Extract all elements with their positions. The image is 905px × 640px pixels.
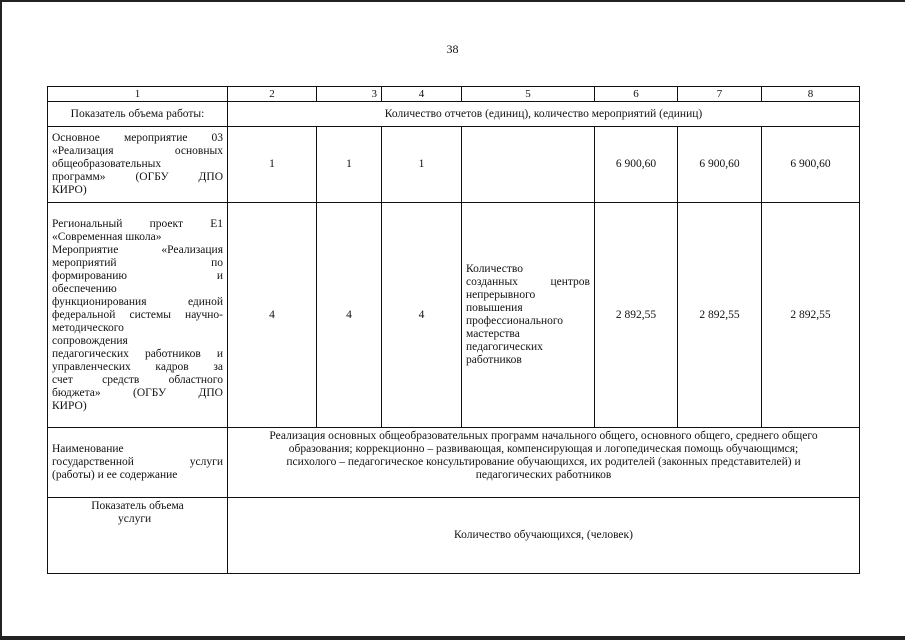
column-number-4: 4	[382, 87, 462, 102]
regional-project-col8: 2 892,55	[762, 203, 860, 428]
regional-project-line: Региональный проект Е1	[52, 217, 223, 230]
regional-project-col5-line: созданных центров	[466, 276, 590, 288]
service-name-value-line: психолого – педагогическое консультирование обучающихся, их родителей (законных представителей) и	[286, 456, 801, 468]
regional-project-line: управленческих кадров за	[52, 360, 223, 373]
main-event-line: «Реализация основных	[52, 145, 223, 157]
column-number-row	[48, 87, 860, 102]
regional-project-col5-line: педагогических	[466, 341, 543, 353]
regional-project-line: «Современная школа»	[52, 230, 162, 243]
service-name-value-line: Реализация основных общеобразовательных программ начального общего, основного общего, среднего общего	[269, 430, 818, 442]
regional-project-line: методического	[52, 321, 124, 334]
indicator-label: Показатель объема работы:	[48, 102, 228, 127]
column-number-1: 1	[48, 87, 228, 102]
service-indicator-label	[48, 498, 228, 574]
regional-project-line: формированию и	[52, 269, 223, 282]
service-name-label-line: Наименование	[52, 443, 124, 455]
regional-project-col7: 2 892,55	[678, 203, 762, 428]
main-event-line: Основное мероприятие 03	[52, 132, 223, 144]
regional-project-col5-line: мастерства	[466, 328, 520, 340]
service-indicator-label-line: Показатель объема	[91, 500, 184, 512]
regional-project-col5-line: повышения	[466, 302, 523, 314]
service-name-value-line: педагогических работников	[475, 469, 612, 481]
regional-project-col3: 4	[317, 203, 382, 428]
indicator-value: Количество отчетов (единиц), количество мероприятий (единиц)	[228, 102, 860, 127]
regional-project-col4: 4	[382, 203, 462, 428]
column-number-7: 7	[678, 87, 762, 102]
main-event-line: общеобразовательных	[52, 158, 162, 170]
regional-project-line: федеральной системы научно-	[52, 308, 223, 321]
regional-project-col6: 2 892,55	[595, 203, 678, 428]
service-name-value-line: образования; коррекционно – развивающая, компенсирующая и логопедическая помощь обучающимся;	[288, 443, 799, 455]
main-event-col7: 6 900,60	[678, 127, 762, 203]
regional-project-line: педагогических работников и	[52, 347, 223, 360]
regional-project-line: Мероприятие «Реализация	[52, 243, 223, 256]
report-table	[47, 86, 860, 574]
column-number-5: 5	[462, 87, 595, 102]
main-event-row	[48, 127, 860, 203]
service-indicator-row	[48, 498, 860, 574]
page-number: 38	[446, 42, 459, 56]
regional-project-col5	[462, 203, 595, 428]
regional-project-col5-line: профессионального	[466, 315, 564, 327]
scan-edge-top	[0, 0, 905, 2]
regional-project-line: счет средств областного	[52, 373, 223, 386]
regional-project-line: КИРО)	[52, 399, 87, 412]
main-event-line: программ» (ОГБУ ДПО	[52, 171, 223, 183]
service-name-label-line: государственной услуги	[52, 456, 223, 468]
main-event-col6: 6 900,60	[595, 127, 678, 203]
main-event-col5	[462, 127, 595, 203]
regional-project-col2: 4	[228, 203, 317, 428]
regional-project-line: функционирования единой	[52, 295, 223, 308]
regional-project-description	[48, 203, 228, 428]
regional-project-line: бюджета» (ОГБУ ДПО	[52, 386, 223, 399]
regional-project-col5-line: непрерывного	[466, 289, 536, 301]
scan-edge-left	[0, 0, 2, 640]
regional-project-row	[48, 203, 860, 428]
service-name-row	[48, 428, 860, 498]
regional-project-col5-line: работников	[466, 354, 522, 366]
main-event-col3: 1	[317, 127, 382, 203]
service-name-label-line: (работы) и ее содержание	[52, 469, 178, 481]
main-event-col8: 6 900,60	[762, 127, 860, 203]
main-event-description	[48, 127, 228, 203]
service-indicator-label-line: услуги	[118, 513, 152, 525]
indicator-row	[48, 102, 860, 127]
regional-project-line: мероприятий по	[52, 256, 223, 269]
main-event-col2: 1	[228, 127, 317, 203]
column-number-2: 2	[228, 87, 317, 102]
service-name-value	[228, 428, 860, 498]
column-number-3: 3	[317, 87, 382, 102]
regional-project-line: обеспечению	[52, 282, 117, 295]
column-number-6: 6	[595, 87, 678, 102]
column-number-8: 8	[762, 87, 860, 102]
service-name-label	[48, 428, 228, 498]
regional-project-col5-line: Количество	[466, 263, 523, 275]
main-event-line: КИРО)	[52, 184, 87, 196]
scan-edge-bottom	[0, 636, 905, 640]
regional-project-line: сопровождения	[52, 334, 128, 347]
main-event-col4: 1	[382, 127, 462, 203]
service-indicator-value: Количество обучающихся, (человек)	[228, 498, 860, 574]
